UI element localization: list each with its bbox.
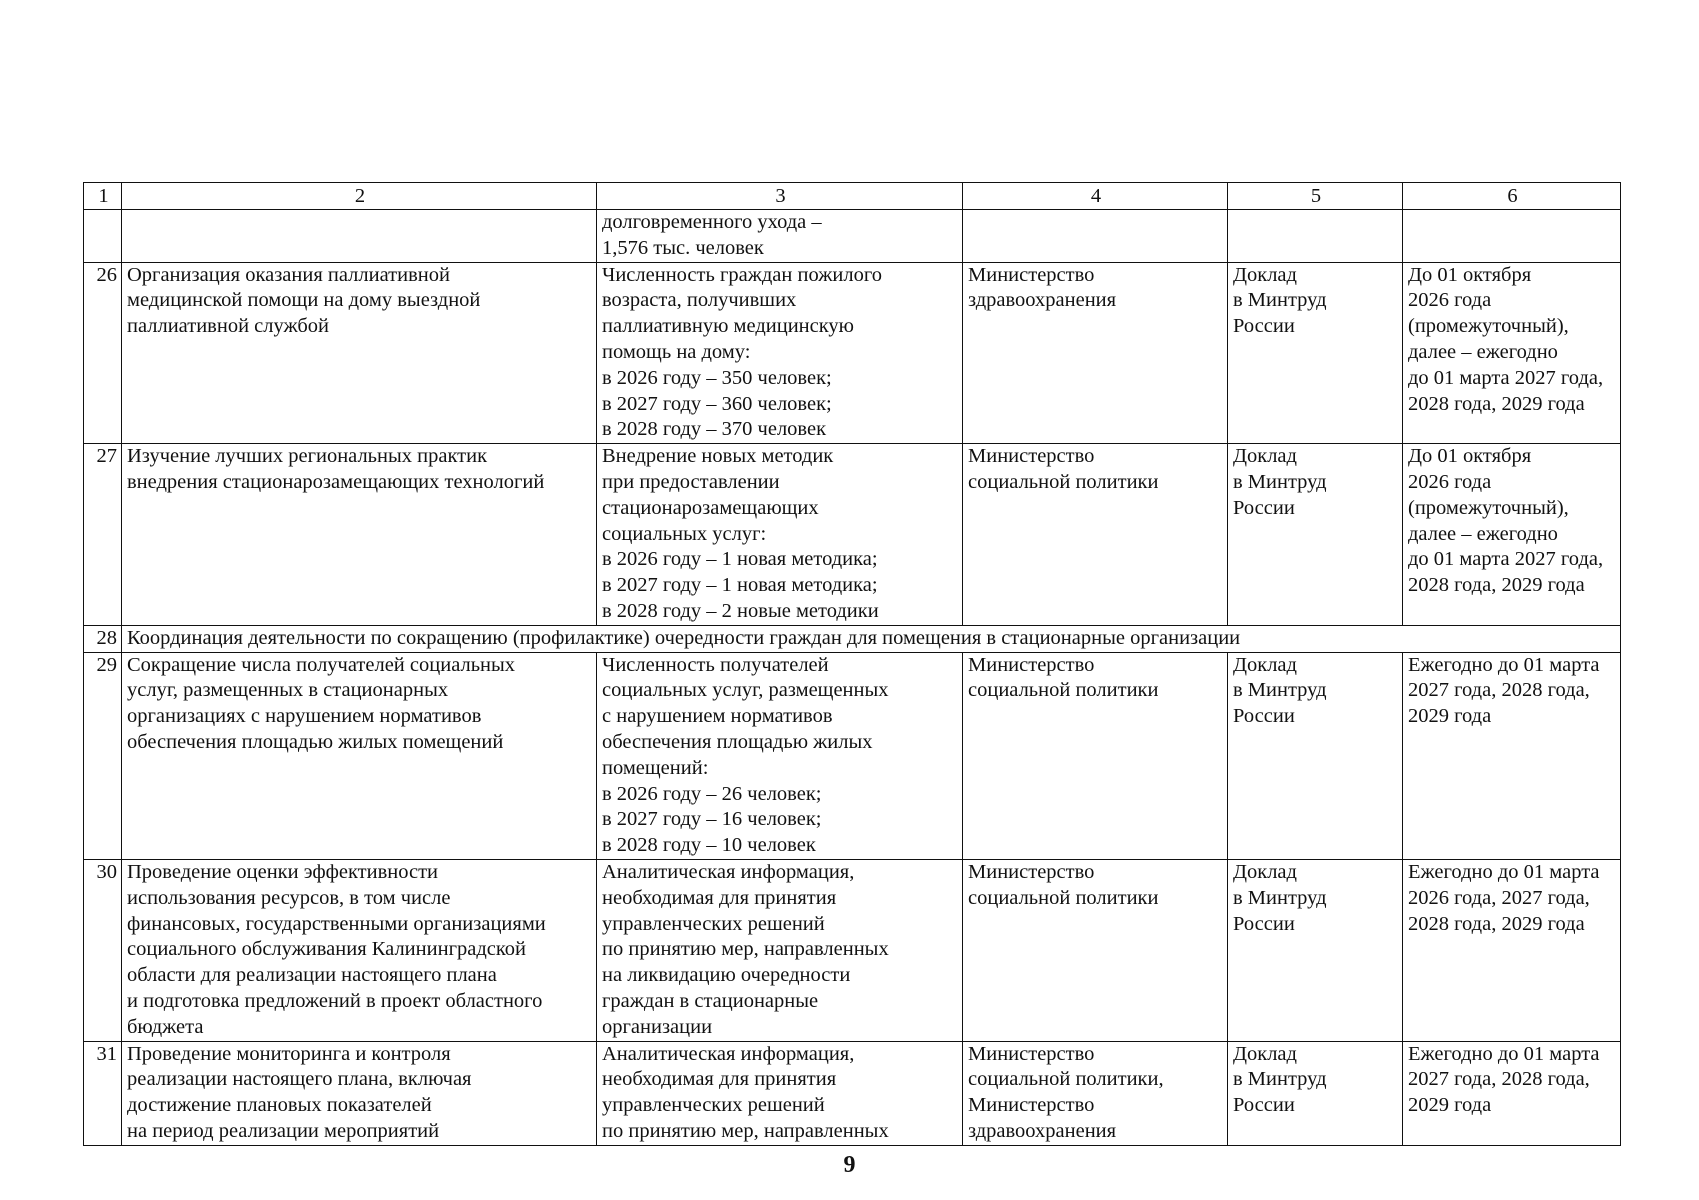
cell-line: социальных услуг, размещенных: [602, 679, 889, 702]
column-header: 4: [963, 183, 1228, 210]
cell-line: Министерство: [968, 653, 1095, 676]
cell-line: в 2026 году – 1 новая методика;: [602, 548, 878, 571]
event-cell: [122, 1041, 597, 1145]
deadline-cell: [1403, 652, 1621, 859]
cell-line: Доклад: [1233, 1042, 1297, 1065]
cell-line: на период реализации мероприятий: [127, 1119, 440, 1142]
cell-line: 2029 года: [1408, 1094, 1492, 1117]
cell-line: в Минтруд: [1233, 679, 1327, 702]
cell-line: помощь на дому:: [602, 340, 751, 363]
cell-line: Доклад: [1233, 653, 1297, 676]
cell-line: социальной политики,: [968, 1068, 1164, 1091]
row-number: 27: [84, 444, 122, 626]
cell-line: России: [1233, 496, 1295, 519]
table-row: [84, 444, 1621, 626]
cell-line: в 2027 году – 16 человек;: [602, 808, 822, 831]
cell-line: здравоохранения: [968, 289, 1117, 312]
cell-line: Доклад: [1233, 860, 1297, 883]
cell-line: далее – ежегодно: [1408, 340, 1558, 363]
cell-line: Ежегодно до 01 марта: [1408, 653, 1600, 676]
cell-line: России: [1233, 1094, 1295, 1117]
deadline-cell: [1403, 262, 1621, 444]
cell-line: далее – ежегодно: [1408, 522, 1558, 545]
cell-line: в Минтруд: [1233, 470, 1327, 493]
cell-line: при предоставлении: [602, 470, 780, 493]
cell-line: 2028 года, 2029 года: [1408, 912, 1585, 935]
deadline-cell: [1403, 210, 1621, 263]
column-header: 1: [84, 183, 122, 210]
cell-line: Проведение мониторинга и контроля: [127, 1042, 451, 1065]
cell-line: медицинской помощи на дому выездной: [127, 289, 481, 312]
cell-line: социальной политики: [968, 679, 1159, 702]
cell-line: необходимая для принятия: [602, 1068, 837, 1091]
cell-line: 2028 года, 2029 года: [1408, 574, 1585, 597]
cell-line: социального обслуживания Калининградской: [127, 938, 526, 961]
cell-line: до 01 марта 2027 года,: [1408, 548, 1604, 571]
cell-line: до 01 марта 2027 года,: [1408, 366, 1604, 389]
cell-line: бюджета: [127, 1015, 204, 1038]
indicator-cell: [597, 652, 963, 859]
indicator-cell: [597, 859, 963, 1041]
cell-line: До 01 октября: [1408, 263, 1532, 286]
cell-line: социальной политики: [968, 470, 1159, 493]
cell-line: здравоохранения: [968, 1119, 1117, 1142]
cell-line: (промежуточный),: [1408, 315, 1569, 338]
cell-line: До 01 октября: [1408, 445, 1532, 468]
event-cell: [122, 859, 597, 1041]
table-row: [84, 210, 1621, 263]
cell-line: возраста, получивших: [602, 289, 797, 312]
indicator-cell: [597, 210, 963, 263]
table-body: [84, 183, 1621, 1146]
report-cell: [1228, 444, 1403, 626]
cell-line: Сокращение числа получателей социальных: [127, 653, 516, 676]
report-cell: [1228, 859, 1403, 1041]
cell-line: Аналитическая информация,: [602, 1042, 855, 1065]
cell-line: паллиативной службой: [127, 315, 330, 338]
report-cell: [1228, 210, 1403, 263]
report-cell: [1228, 262, 1403, 444]
cell-line: Проведение оценки эффективности: [127, 860, 439, 883]
table-row: [84, 859, 1621, 1041]
row-number: 29: [84, 652, 122, 859]
cell-line: финансовых, государственными организациями: [127, 912, 546, 935]
cell-line: 2027 года, 2028 года,: [1408, 1068, 1590, 1091]
cell-line: по принятию мер, направленных: [602, 1119, 889, 1142]
report-cell: [1228, 652, 1403, 859]
row-number: 28: [84, 625, 122, 652]
cell-line: Ежегодно до 01 марта: [1408, 1042, 1600, 1065]
executor-cell: [963, 210, 1228, 263]
column-header: 3: [597, 183, 963, 210]
deadline-cell: [1403, 1041, 1621, 1145]
cell-line: Аналитическая информация,: [602, 860, 855, 883]
cell-line: стационарозамещающих: [602, 496, 819, 519]
table-row: [84, 262, 1621, 444]
cell-line: внедрения стационарозамещающих технологий: [127, 470, 545, 493]
cell-line: 2026 года: [1408, 289, 1492, 312]
cell-line: организации: [602, 1015, 713, 1038]
cell-line: России: [1233, 705, 1295, 728]
cell-line: области для реализации настоящего плана: [127, 964, 497, 987]
header-row: [84, 183, 1621, 210]
column-header: 5: [1228, 183, 1403, 210]
cell-line: Министерство: [968, 1094, 1095, 1117]
cell-line: в 2028 году – 10 человек: [602, 834, 816, 857]
cell-line: 2028 года, 2029 года: [1408, 392, 1585, 415]
row-number: 30: [84, 859, 122, 1041]
cell-line: 2029 года: [1408, 705, 1492, 728]
cell-line: организациях с нарушением нормативов: [127, 705, 482, 728]
table-row: [84, 652, 1621, 859]
cell-line: достижение плановых показателей: [127, 1094, 432, 1117]
cell-line: в Минтруд: [1233, 886, 1327, 909]
cell-line: Внедрение новых методик: [602, 445, 834, 468]
cell-line: Доклад: [1233, 263, 1297, 286]
cell-line: Численность граждан пожилого: [602, 263, 882, 286]
cell-line: с нарушением нормативов: [602, 705, 833, 728]
row-number: [84, 210, 122, 263]
row-number: 31: [84, 1041, 122, 1145]
page-number: 9: [843, 1152, 856, 1178]
cell-line: управленческих решений: [602, 912, 825, 935]
cell-line: Изучение лучших региональных практик: [127, 445, 488, 468]
column-header: 2: [122, 183, 597, 210]
cell-line: Министерство: [968, 860, 1095, 883]
cell-line: необходимая для принятия: [602, 886, 837, 909]
cell-line: обеспечения площадью жилых: [602, 730, 873, 753]
cell-line: 2027 года, 2028 года,: [1408, 679, 1590, 702]
cell-line: в Минтруд: [1233, 289, 1327, 312]
event-cell: [122, 444, 597, 626]
indicator-cell: [597, 444, 963, 626]
cell-line: Ежегодно до 01 марта: [1408, 860, 1600, 883]
cell-line: в Минтруд: [1233, 1068, 1327, 1091]
cell-line: Численность получателей: [602, 653, 829, 676]
plan-table: [83, 182, 1621, 1146]
report-cell: [1228, 1041, 1403, 1145]
cell-line: Организация оказания паллиативной: [127, 263, 450, 286]
deadline-cell: [1403, 444, 1621, 626]
cell-line: в 2026 году – 26 человек;: [602, 782, 822, 805]
section-title: Координация деятельности по сокращению (профилактике) очередности граждан для помещения в стационарные организации: [122, 625, 1621, 652]
cell-line: Доклад: [1233, 445, 1297, 468]
cell-line: России: [1233, 315, 1295, 338]
cell-line: Министерство: [968, 445, 1095, 468]
cell-line: помещений:: [602, 756, 709, 779]
cell-line: Министерство: [968, 1042, 1095, 1065]
deadline-cell: [1403, 859, 1621, 1041]
cell-line: 2026 года: [1408, 470, 1492, 493]
cell-line: социальной политики: [968, 886, 1159, 909]
event-cell: [122, 652, 597, 859]
row-number: 26: [84, 262, 122, 444]
executor-cell: [963, 859, 1228, 1041]
cell-line: (промежуточный),: [1408, 496, 1569, 519]
cell-line: и подготовка предложений в проект областного: [127, 989, 543, 1012]
cell-line: по принятию мер, направленных: [602, 938, 889, 961]
executor-cell: [963, 262, 1228, 444]
executor-cell: [963, 1041, 1228, 1145]
cell-line: долговременного ухода –: [602, 211, 822, 233]
event-cell: [122, 210, 597, 263]
cell-line: услуг, размещенных в стационарных: [127, 679, 449, 702]
cell-line: паллиативную медицинскую: [602, 315, 854, 338]
cell-line: в 2026 году – 350 человек;: [602, 366, 832, 389]
cell-line: в 2027 году – 360 человек;: [602, 392, 832, 415]
cell-line: обеспечения площадью жилых помещений: [127, 730, 504, 753]
cell-line: на ликвидацию очередности: [602, 964, 851, 987]
section-row: [84, 625, 1621, 652]
executor-cell: [963, 652, 1228, 859]
cell-line: социальных услуг:: [602, 522, 767, 545]
cell-line: управленческих решений: [602, 1094, 825, 1117]
column-header: 6: [1403, 183, 1621, 210]
cell-line: граждан в стационарные: [602, 989, 819, 1012]
indicator-cell: [597, 262, 963, 444]
executor-cell: [963, 444, 1228, 626]
cell-line: Министерство: [968, 263, 1095, 286]
cell-line: в 2028 году – 370 человек: [602, 418, 827, 441]
cell-line: в 2028 году – 2 новые методики: [602, 599, 879, 622]
cell-line: в 2027 году – 1 новая методика;: [602, 574, 878, 597]
cell-line: 2026 года, 2027 года,: [1408, 886, 1590, 909]
cell-line: использования ресурсов, в том числе: [127, 886, 451, 909]
table-row: [84, 1041, 1621, 1145]
cell-line: реализации настоящего плана, включая: [127, 1068, 472, 1091]
event-cell: [122, 262, 597, 444]
indicator-cell: [597, 1041, 963, 1145]
cell-line: России: [1233, 912, 1295, 935]
cell-line: 1,576 тыс. человек: [602, 236, 764, 259]
